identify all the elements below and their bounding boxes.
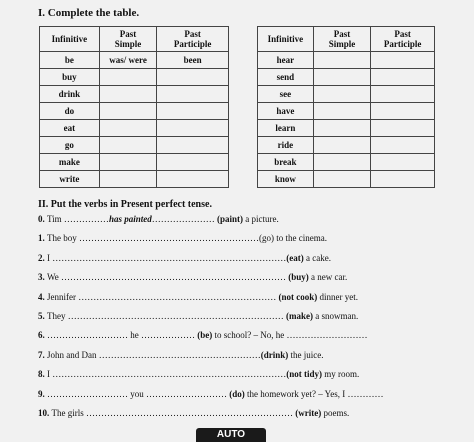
sentence-text: a picture. (242, 214, 279, 224)
section-1-title: I. Complete the table. (38, 7, 140, 19)
sentence-text: the juice. (288, 349, 324, 360)
sentence-text: to the cinema. (274, 233, 327, 244)
past-participle-cell[interactable] (371, 137, 435, 154)
sentence-text: They ……………………………………………………………… (47, 311, 286, 321)
table-row (40, 103, 229, 120)
infinitive-cell: learn (258, 120, 314, 137)
exercise-item (38, 389, 384, 399)
table-row (40, 171, 229, 188)
exercise-number: 8. (38, 369, 47, 380)
exercise-item (38, 350, 324, 360)
sentence-text: my room. (322, 369, 360, 380)
table-row (258, 52, 435, 69)
exercise-item (38, 214, 279, 224)
past-simple-cell[interactable] (313, 171, 371, 188)
sentence-text: the homework yet? – Yes, I ………… (244, 388, 384, 399)
exercise-number: 10. (38, 408, 52, 418)
table-row (258, 171, 435, 188)
exercise-number: 7. (38, 349, 47, 360)
past-simple-cell[interactable] (313, 154, 371, 171)
exercise-item (38, 369, 359, 379)
sentence-text: a cake. (303, 252, 331, 263)
infinitive-cell: know (258, 171, 314, 188)
sentence-text: Jennifer ………………………………………………………… (47, 291, 279, 302)
infinitive-cell: do (40, 103, 100, 120)
verb-hint: (not cook) (278, 291, 318, 302)
infinitive-cell: ride (258, 137, 314, 154)
past-participle-cell[interactable] (157, 120, 229, 137)
infinitive-cell: be (40, 52, 100, 69)
infinitive-cell: see (258, 86, 314, 103)
infinitive-cell: make (40, 154, 100, 171)
sentence-text: a new car. (308, 272, 348, 283)
infinitive-cell: go (40, 137, 100, 154)
exercise-item (38, 292, 358, 302)
exercise-number: 9. (38, 388, 47, 399)
past-participle-cell[interactable] (371, 69, 435, 86)
past-simple-cell[interactable] (99, 171, 157, 188)
table-row (40, 137, 229, 154)
sentence-text: I …………………………………………………………………… (47, 369, 287, 380)
past-participle-cell[interactable] (371, 52, 435, 69)
verb-table-left (39, 26, 229, 188)
exercise-number: 4. (38, 291, 47, 302)
exercise-number: 0. (38, 214, 47, 224)
verb-hint: (buy) (288, 272, 309, 283)
header-past-simple: Past Simple (313, 27, 371, 52)
past-simple-cell[interactable] (99, 120, 157, 137)
table-row (40, 52, 229, 69)
sentence-text: ……………………… he ……………… (47, 330, 198, 341)
sentence-text: The girls …………………………………………………………… (51, 408, 296, 418)
table-row (258, 120, 435, 137)
verb-hint: (be) (197, 330, 213, 341)
sentence-text: We ………………………………………………………………… (47, 272, 289, 283)
past-simple-cell[interactable] (313, 69, 371, 86)
past-participle-cell[interactable] (157, 69, 229, 86)
past-simple-cell[interactable] (313, 86, 371, 103)
table-row (258, 86, 435, 103)
infinitive-cell: eat (40, 120, 100, 137)
past-simple-cell[interactable] (99, 137, 157, 154)
verb-hint: (eat) (286, 252, 304, 263)
verb-hint: (make) (286, 311, 313, 321)
past-simple-cell[interactable] (313, 137, 371, 154)
past-simple-cell[interactable]: was/ were (99, 52, 157, 69)
exercise-item (38, 408, 349, 418)
table-row (40, 69, 229, 86)
infinitive-cell: break (258, 154, 314, 171)
past-simple-cell[interactable] (99, 86, 157, 103)
past-participle-cell[interactable] (371, 120, 435, 137)
exercise-item (38, 233, 327, 243)
example-answer: has painted (108, 214, 152, 224)
table-row (40, 120, 229, 137)
exercise-number: 6. (38, 330, 47, 341)
past-participle-cell[interactable] (157, 154, 229, 171)
sentence-text: John and Dan ……………………………………………… (47, 349, 261, 360)
verb-hint: (do) (229, 388, 245, 399)
past-participle-cell[interactable] (371, 103, 435, 120)
exercise-item (38, 330, 368, 340)
table-row (40, 86, 229, 103)
sentence-text: poems. (321, 408, 350, 418)
past-participle-cell[interactable] (371, 154, 435, 171)
header-past-participle: Past Participle (371, 27, 435, 52)
table-row (258, 69, 435, 86)
verb-hint: (not tidy) (286, 369, 322, 380)
verb-hint: (write) (295, 408, 322, 418)
sentence-text: Tim …………… (47, 214, 109, 224)
past-simple-cell[interactable] (99, 154, 157, 171)
section-2-title: II. Put the verbs in Present perfect tense. (38, 199, 212, 210)
past-simple-cell[interactable] (313, 52, 371, 69)
header-past-simple: Past Simple (99, 27, 157, 52)
sentence-text: ………………… (151, 214, 217, 224)
table-row (40, 154, 229, 171)
past-participle-cell[interactable] (371, 171, 435, 188)
exercise-item (38, 253, 331, 263)
past-participle-cell[interactable] (157, 137, 229, 154)
past-participle-cell[interactable] (371, 86, 435, 103)
sentence-text: dinner yet. (317, 291, 358, 302)
past-participle-cell[interactable]: been (157, 52, 229, 69)
header-past-participle: Past Participle (157, 27, 229, 52)
infinitive-cell: send (258, 69, 314, 86)
past-simple-cell[interactable] (99, 103, 157, 120)
infinitive-cell: hear (258, 52, 314, 69)
auto-badge: AUTO (196, 428, 266, 442)
exercise-number: 2. (38, 252, 47, 263)
exercise-item (38, 272, 347, 282)
past-participle-cell[interactable] (157, 103, 229, 120)
past-simple-cell[interactable] (313, 120, 371, 137)
infinitive-cell: buy (40, 69, 100, 86)
exercise-item (38, 311, 358, 321)
verb-hint: (paint) (216, 214, 243, 224)
verb-table-right (257, 26, 435, 188)
infinitive-cell: have (258, 103, 314, 120)
header-infinitive: Infinitive (40, 27, 100, 52)
past-simple-cell[interactable] (313, 103, 371, 120)
verb-hint: (drink) (260, 349, 289, 360)
past-simple-cell[interactable] (99, 69, 157, 86)
header-infinitive: Infinitive (258, 27, 314, 52)
table-row (258, 154, 435, 171)
exercise-number: 5. (38, 311, 47, 321)
past-participle-cell[interactable] (157, 86, 229, 103)
exercise-number: 3. (38, 272, 47, 283)
sentence-text: ……………………… you ……………………… (47, 388, 230, 399)
sentence-text: The boy ……………………………………………………(go) (47, 233, 274, 244)
sentence-text: I …………………………………………………………………… (47, 252, 287, 263)
table-row (258, 103, 435, 120)
exercise-number: 1. (38, 233, 47, 244)
past-participle-cell[interactable] (157, 171, 229, 188)
infinitive-cell: write (40, 171, 100, 188)
infinitive-cell: drink (40, 86, 100, 103)
sentence-text: a snowman. (313, 311, 359, 321)
sentence-text: to school? – No, he ……………………… (212, 330, 368, 341)
table-row (258, 137, 435, 154)
